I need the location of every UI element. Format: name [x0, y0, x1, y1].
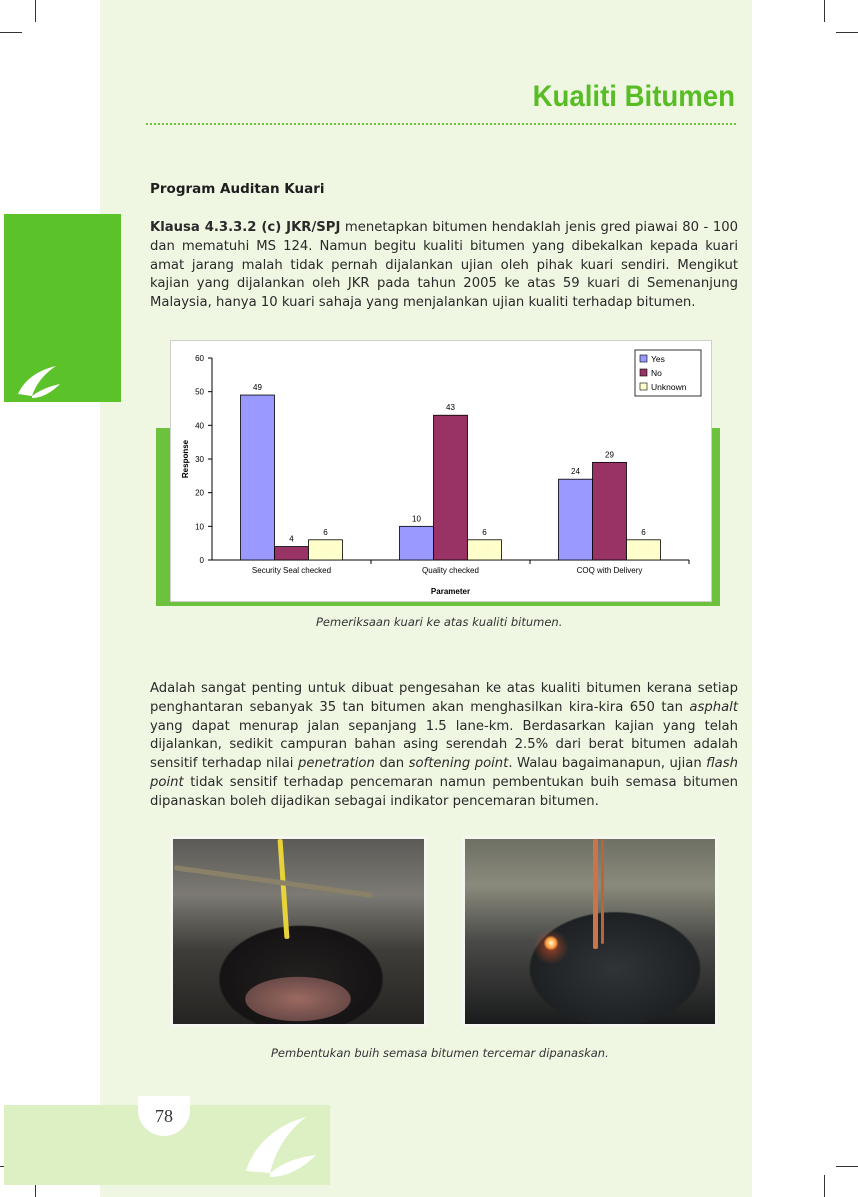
- chart-svg: [171, 341, 711, 601]
- para2-term-softening-point: softening point: [408, 756, 509, 772]
- legend-label: No: [651, 368, 662, 378]
- page-title: Kualiti Bitumen: [532, 80, 735, 113]
- data-label: 6: [482, 527, 487, 537]
- bar-unknown: [627, 540, 661, 560]
- para2-text-2: yang dapat menurap jalan sepanjang 1.5 lane-km. Berdasarkan kajian yang telah dijalankan, sedikit campuran bahan asing serendah 2.5% dari berat bitumen adalah sensitif terhadap nilai: [150, 718, 738, 772]
- y-tick-label: 50: [195, 387, 204, 397]
- x-tick-label: Quality checked: [422, 566, 479, 575]
- crop-mark: [824, 1175, 825, 1197]
- y-tick-label: 40: [195, 421, 204, 431]
- clause-reference: Klausa 4.3.3.2 (c) JKR/SPJ: [150, 220, 341, 235]
- para2-text-4: . Walau bagaimanapun, ujian: [508, 756, 707, 772]
- y-tick-label: 20: [195, 488, 204, 498]
- data-label: 10: [412, 514, 421, 524]
- thermometer: [278, 839, 290, 939]
- photo-bitumen-flame: [462, 836, 718, 1027]
- data-label: 43: [446, 403, 455, 413]
- bar-no: [593, 462, 627, 560]
- legend-swatch: [640, 355, 647, 362]
- para2-text-3: dan: [374, 756, 409, 772]
- leaf-logo-icon: [240, 1111, 320, 1181]
- x-tick-label: COQ with Delivery: [576, 566, 643, 575]
- rod: [174, 865, 373, 898]
- crop-mark: [824, 0, 825, 22]
- bar-yes: [400, 526, 434, 560]
- legend-swatch: [640, 369, 647, 376]
- data-label: 6: [323, 527, 328, 537]
- bar-no: [434, 415, 468, 560]
- crop-mark: [0, 32, 22, 33]
- para2-text-5: tidak sensitif terhadap pencemaran namun pembentukan buih semasa bitumen dipanaskan boleh dijadikan sebagai indikator pencemaran bitumen.: [150, 774, 738, 809]
- section-heading: Program Auditan Kuari: [150, 181, 325, 197]
- paragraph-2: [150, 680, 738, 812]
- bar-unknown: [468, 540, 502, 560]
- title-divider: [146, 123, 736, 125]
- y-tick-label: 30: [195, 455, 204, 464]
- legend-swatch: [640, 383, 647, 390]
- side-tab: [4, 214, 121, 402]
- chart-caption: Pemeriksaan kuari ke atas kualiti bitumen.: [316, 615, 563, 629]
- data-label: 4: [289, 534, 294, 544]
- para2-term-flash-point: flash point: [150, 756, 738, 790]
- page-number: 78: [138, 1096, 190, 1136]
- y-axis-title: Response: [181, 439, 190, 479]
- para2-term-asphalt: asphalt: [689, 699, 738, 715]
- crop-mark: [836, 1166, 858, 1167]
- legend-label: Yes: [651, 354, 665, 364]
- para2-term-penetration: penetration: [297, 756, 375, 772]
- thermometer: [593, 839, 598, 949]
- data-label: 49: [253, 383, 262, 393]
- y-tick-label: 10: [195, 522, 204, 532]
- x-tick-label: Security Seal checked: [251, 566, 332, 575]
- data-label: 29: [605, 450, 614, 460]
- data-label: 24: [571, 467, 580, 477]
- x-axis-title: Parameter: [430, 587, 471, 596]
- bar-yes: [241, 395, 275, 560]
- legend-label: Unknown: [651, 382, 687, 392]
- paragraph-1: [150, 219, 738, 313]
- data-label: 6: [641, 527, 646, 537]
- y-tick-label: 60: [195, 354, 204, 363]
- para2-text-1: Adalah sangat penting untuk dibuat pengesahan ke atas kualiti bitumen kerana setiap penghantaran sebanyak 35 tan bitumen akan menghasilkan kira-kira 650 tan: [150, 681, 738, 715]
- photo-bitumen-foaming: [170, 836, 427, 1027]
- crop-mark: [836, 32, 858, 33]
- bar-yes: [559, 479, 593, 560]
- bar-unknown: [309, 540, 343, 560]
- y-tick-label: 0: [199, 556, 204, 565]
- crop-mark: [35, 0, 36, 22]
- bar-chart: [170, 340, 712, 602]
- paragraph-1-text: menetapkan bitumen hendaklah jenis gred piawai 80 - 100 dan mematuhi MS 124. Namun begitu kualiti bitumen yang dibekalkan kepada kuari amat jarang malah tidak pernah dijalankan ujian oleh pihak kuari sendiri. Mengikut kajian yang dijalankan oleh JKR pada tahun 2005 ke atas 59 kuari di Semenanjung Malaysia, hanya 10 kuari sahaja yang menjalankan ujian kualiti terhadap bitumen.: [150, 220, 738, 311]
- bar-no: [275, 547, 309, 560]
- photo-caption: Pembentukan buih semasa bitumen tercemar dipanaskan.: [271, 1046, 609, 1060]
- thermometer: [601, 839, 604, 944]
- leaf-logo-icon: [14, 362, 64, 402]
